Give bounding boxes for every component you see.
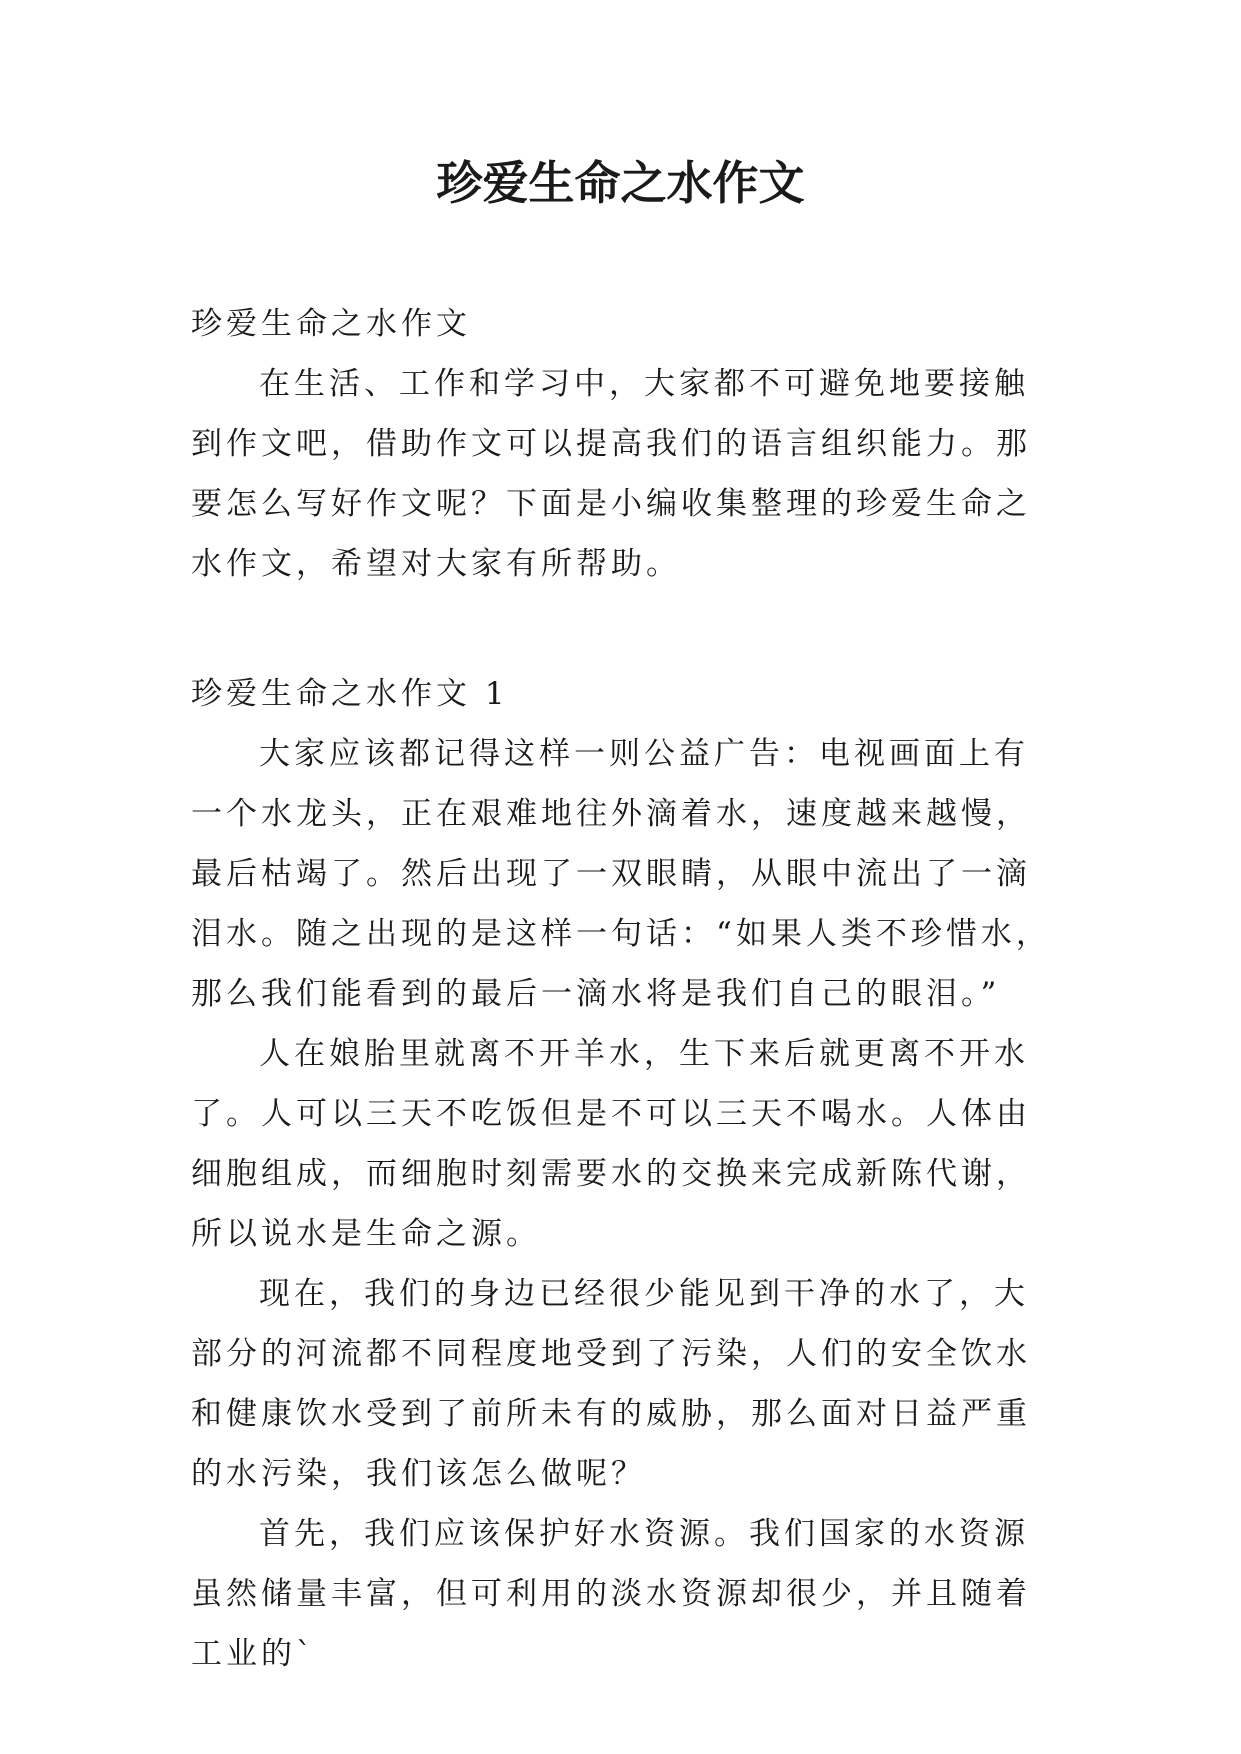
essay-paragraph-3: 现在，我们的身边已经很少能见到干净的水了，大部分的河流都不同程度地受到了污染，人们的安全饮水和健康饮水受到了前所未有的威胁，那么面对日益严重的水污染，我们该怎么做呢？	[191, 1276, 1031, 1492]
document-body	[191, 294, 1061, 1684]
essay-heading: 珍爱生命之水作文 1	[191, 676, 509, 712]
essay-paragraph-4: 首先，我们应该保护好水资源。我们国家的水资源虽然储量丰富，但可利用的淡水资源却很少，并且随着工业的`	[191, 1516, 1031, 1672]
page-title: 珍爱生命之水作文	[436, 156, 805, 210]
intro-heading: 珍爱生命之水作文	[191, 306, 471, 342]
section-spacer	[191, 594, 1061, 664]
intro-paragraph: 在生活、工作和学习中，大家都不可避免地要接触到作文吧，借助作文可以提高我们的语言组织能力。那要怎么写好作文呢？下面是小编收集整理的珍爱生命之水作文，希望对大家有所帮助。	[191, 366, 1031, 582]
essay-paragraph-1: 大家应该都记得这样一则公益广告：电视画面上有一个水龙头，正在艰难地往外滴着水，速度越来越慢，最后枯竭了。然后出现了一双眼睛，从眼中流出了一滴泪水。随之出现的是这样一句话：“如果人类不珍惜水，那么我们能看到的最后一滴水将是我们自己的眼泪。”	[191, 736, 1051, 1012]
essay-paragraph-2: 人在娘胎里就离不开羊水，生下来后就更离不开水了。人可以三天不吃饭但是不可以三天不喝水。人体由细胞组成，而细胞时刻需要水的交换来完成新陈代谢，所以说水是生命之源。	[191, 1036, 1031, 1252]
